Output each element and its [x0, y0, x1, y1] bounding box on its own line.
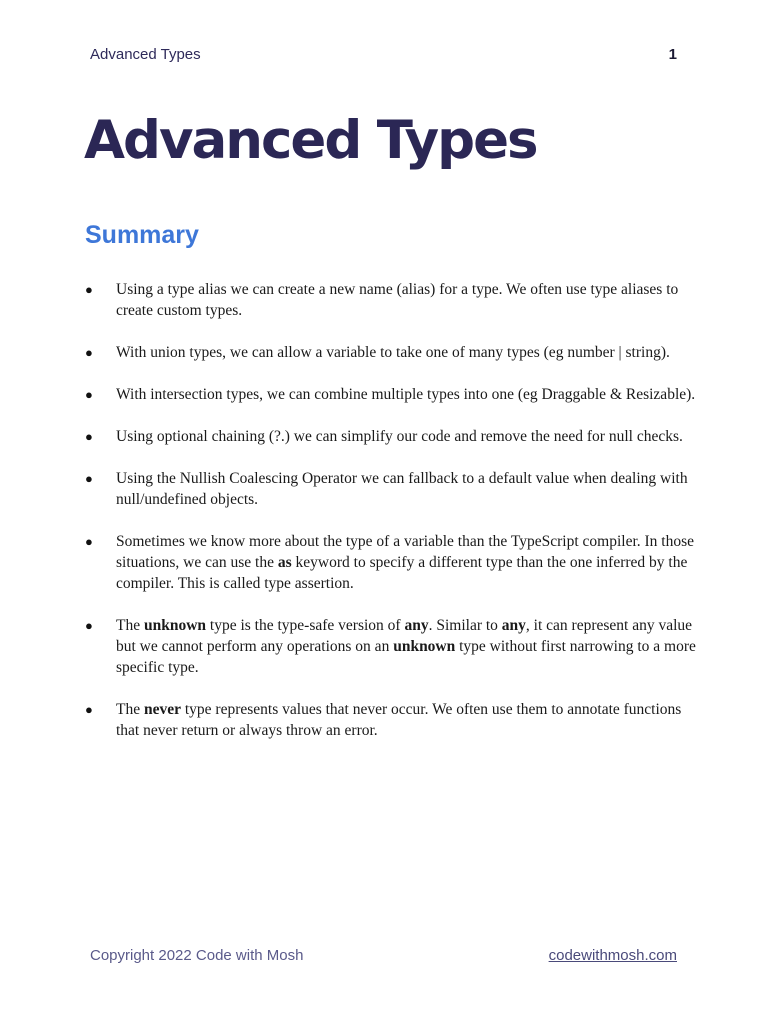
bullet-icon: ●	[85, 345, 93, 360]
keyword-unknown: unknown	[143, 617, 207, 634]
section-heading-summary: Summary	[85, 221, 199, 249]
bullet-icon: ●	[85, 534, 93, 549]
running-header	[90, 46, 677, 66]
summary-list	[85, 279, 701, 762]
summary-item-text: The unknown type is the type-safe version of any. Similar to any, it can represent any value but we cannot perform any operations on an unknown type without first narrowing to a more specific type.	[116, 617, 696, 676]
copyright-text: Copyright 2022 Code with Mosh	[90, 947, 304, 964]
summary-item-text: With union types, we can allow a variable to take one of many types (eg number | string).	[116, 344, 670, 361]
summary-item-text: Using optional chaining (?.) we can simplify our code and remove the need for null checks.	[116, 428, 683, 445]
summary-item-text: Sometimes we know more about the type of a variable than the TypeScript compiler. In those situations, we can use the as keyword to specify a different type than the one inferred by the compiler. This is called type assertion.	[116, 533, 695, 592]
summary-item-type-alias	[85, 279, 701, 321]
bullet-icon: ●	[85, 471, 93, 486]
bullet-icon: ●	[85, 429, 93, 444]
page-title: Advanced Types	[84, 110, 537, 171]
keyword-as: as	[277, 554, 292, 571]
page-number: 1	[668, 46, 677, 63]
summary-item-union-types	[85, 342, 701, 363]
bullet-icon: ●	[85, 702, 93, 717]
keyword-unknown: unknown	[393, 638, 456, 655]
running-footer	[90, 947, 677, 967]
bullet-icon: ●	[85, 387, 93, 402]
summary-item-intersection-types	[85, 384, 701, 405]
website-link[interactable]: codewithmosh.com	[548, 947, 677, 964]
summary-item-text: The never type represents values that never occur. We often use them to annotate functions that never return or always throw an error.	[116, 701, 682, 739]
header-section-name: Advanced Types	[90, 46, 201, 63]
bullet-icon: ●	[85, 282, 93, 297]
summary-item-unknown-type	[85, 615, 701, 678]
summary-item-nullish-coalescing	[85, 468, 701, 510]
summary-item-type-assertion	[85, 531, 701, 594]
summary-item-text: With intersection types, we can combine multiple types into one (eg Draggable & Resizable).	[116, 386, 696, 403]
summary-item-never-type	[85, 699, 701, 741]
summary-item-text: Using the Nullish Coalescing Operator we can fallback to a default value when dealing with null/undefined objects.	[116, 470, 688, 508]
bullet-icon: ●	[85, 618, 93, 633]
keyword-any: any	[404, 617, 429, 634]
summary-item-optional-chaining	[85, 426, 701, 447]
keyword-any: any	[501, 617, 526, 634]
keyword-never: never	[143, 701, 181, 718]
summary-item-text: Using a type alias we can create a new name (alias) for a type. We often use type aliases to create custom types.	[116, 281, 679, 319]
